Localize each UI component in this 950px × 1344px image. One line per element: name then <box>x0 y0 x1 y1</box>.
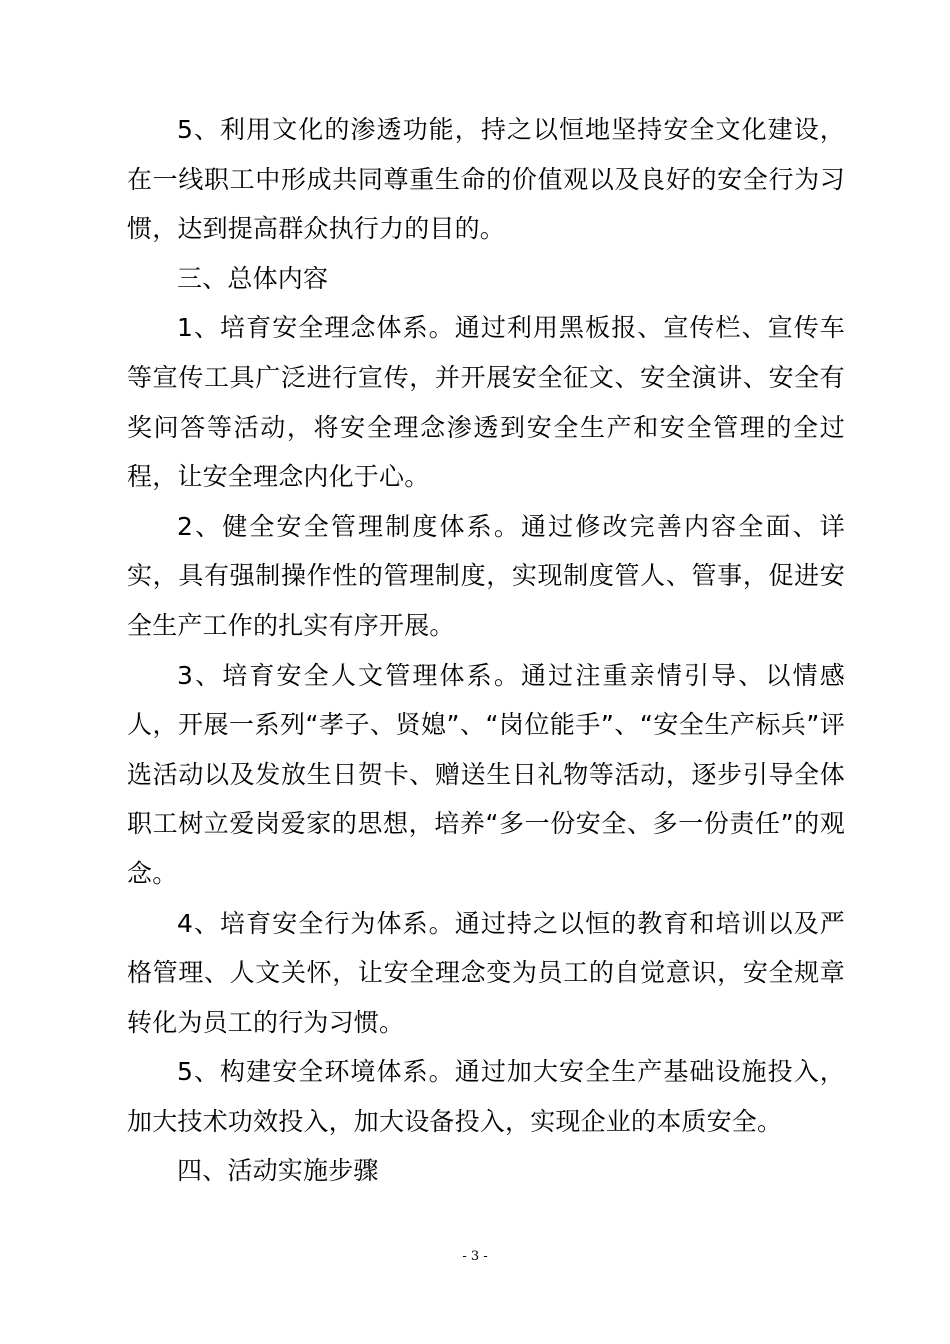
page-number: - 3 - <box>462 1249 488 1264</box>
paragraph-item-4-behavior-system: 4、培育安全行为体系。通过持之以恒的教育和培训以及严格管理、人文关怀，让安全理念变为员工的自觉意识，安全规章转化为员工的行为习惯。 <box>127 908 845 1037</box>
paragraph-item-1-concept-system: 1、培育安全理念体系。通过利用黑板报、宣传栏、宣传车等宣传工具广泛进行宣传，并开展安全征文、安全演讲、安全有奖问答等活动，将安全理念渗透到安全生产和安全管理的全过程，让安全理念内化于心。 <box>127 313 845 492</box>
document-body <box>127 105 845 1196</box>
paragraph-item-2-management-system: 2、健全安全管理制度体系。通过修改完善内容全面、详实，具有强制操作性的管理制度，实现制度管人、管事，促进安全生产工作的扎实有序开展。 <box>127 511 845 640</box>
section-heading-overall-content: 三、总体内容 <box>177 263 329 293</box>
paragraph-item-5-environment-system: 5、构建安全环境体系。通过加大安全生产基础设施投入，加大技术功效投入，加大设备投入，实现企业的本质安全。 <box>127 1057 845 1136</box>
section-heading-implementation-steps: 四、活动实施步骤 <box>177 1156 379 1186</box>
paragraph-item-3-humanistic-system: 3、培育安全人文管理体系。通过注重亲情引导、以情感人，开展一系列“孝子、贤媳”、“岗位能手”、“安全生产标兵”评选活动以及发放生日贺卡、赠送生日礼物等活动，逐步引导全体职工树立爱岗爱家的思想，培养“多一份安全、多一份责任”的观念。 <box>127 660 845 888</box>
paragraph-item-5-culture: 5、利用文化的渗透功能，持之以恒地坚持安全文化建设，在一线职工中形成共同尊重生命的价值观以及良好的安全行为习惯，达到提高群众执行力的目的。 <box>127 115 845 244</box>
